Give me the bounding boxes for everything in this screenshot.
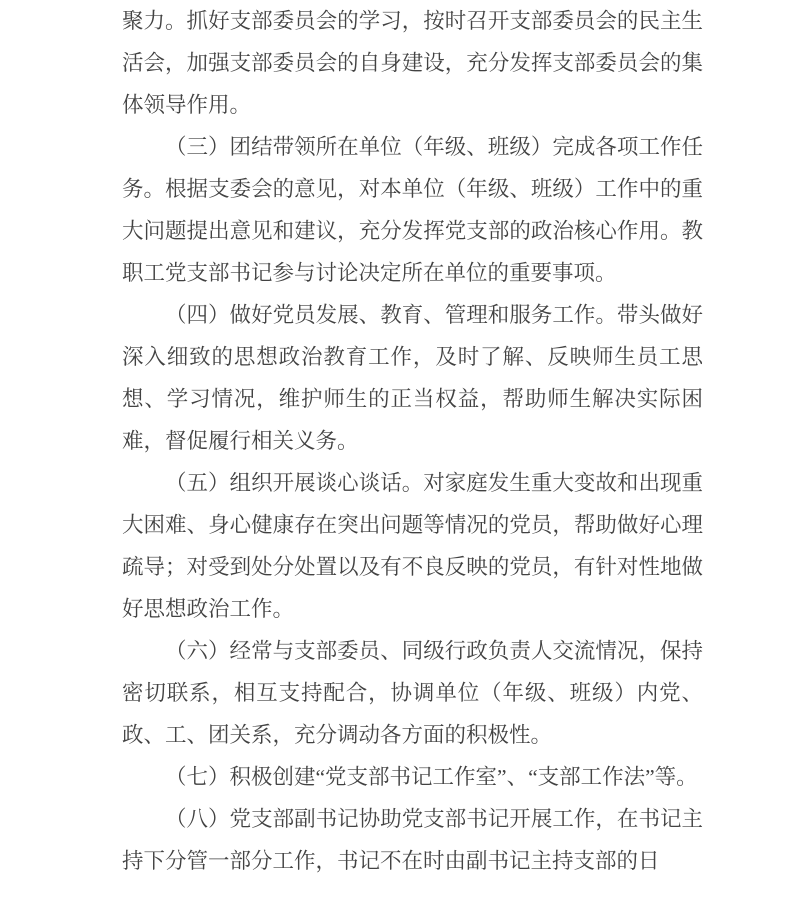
paragraph: （八）党支部副书记协助党支部书记开展工作，在书记主持下分管一部分工作，书记不在时由副书记主持支部的日 [122,807,703,873]
paragraph: （五）组织开展谈心谈话。对家庭发生重大变故和出现重大困难、身心健康存在突出问题等情况的党员，帮助做好心理疏导；对受到处分处置以及有不良反映的党员，有针对性地做好思想政治工作。 [122,471,703,621]
document-text [122,0,703,882]
paragraph: （七）积极创建“党支部书记工作室”、“支部工作法”等。 [165,765,698,789]
paragraph: （四）做好党员发展、教育、管理和服务工作。带头做好深入细致的思想政治教育工作，及时了解、反映师生员工思想、学习情况，维护师生的正当权益，帮助师生解决实际困难，督促履行相关义务。 [122,303,703,453]
paragraph: （三）团结带领所在单位（年级、班级）完成各项工作任务。根据支委会的意见，对本单位（年级、班级）工作中的重大问题提出意见和建议，充分发挥党支部的政治核心作用。教职工党支部书记参与讨论决定所在单位的重要事项。 [122,135,703,285]
paragraph: 聚力。抓好支部委员会的学习，按时召开支部委员会的民主生活会，加强支部委员会的自身建设，充分发挥支部委员会的集体领导作用。 [122,9,703,117]
paragraph: （六）经常与支部委员、同级行政负责人交流情况，保持密切联系，相互支持配合，协调单位（年级、班级）内党、政、工、团关系，充分调动各方面的积极性。 [122,639,703,747]
